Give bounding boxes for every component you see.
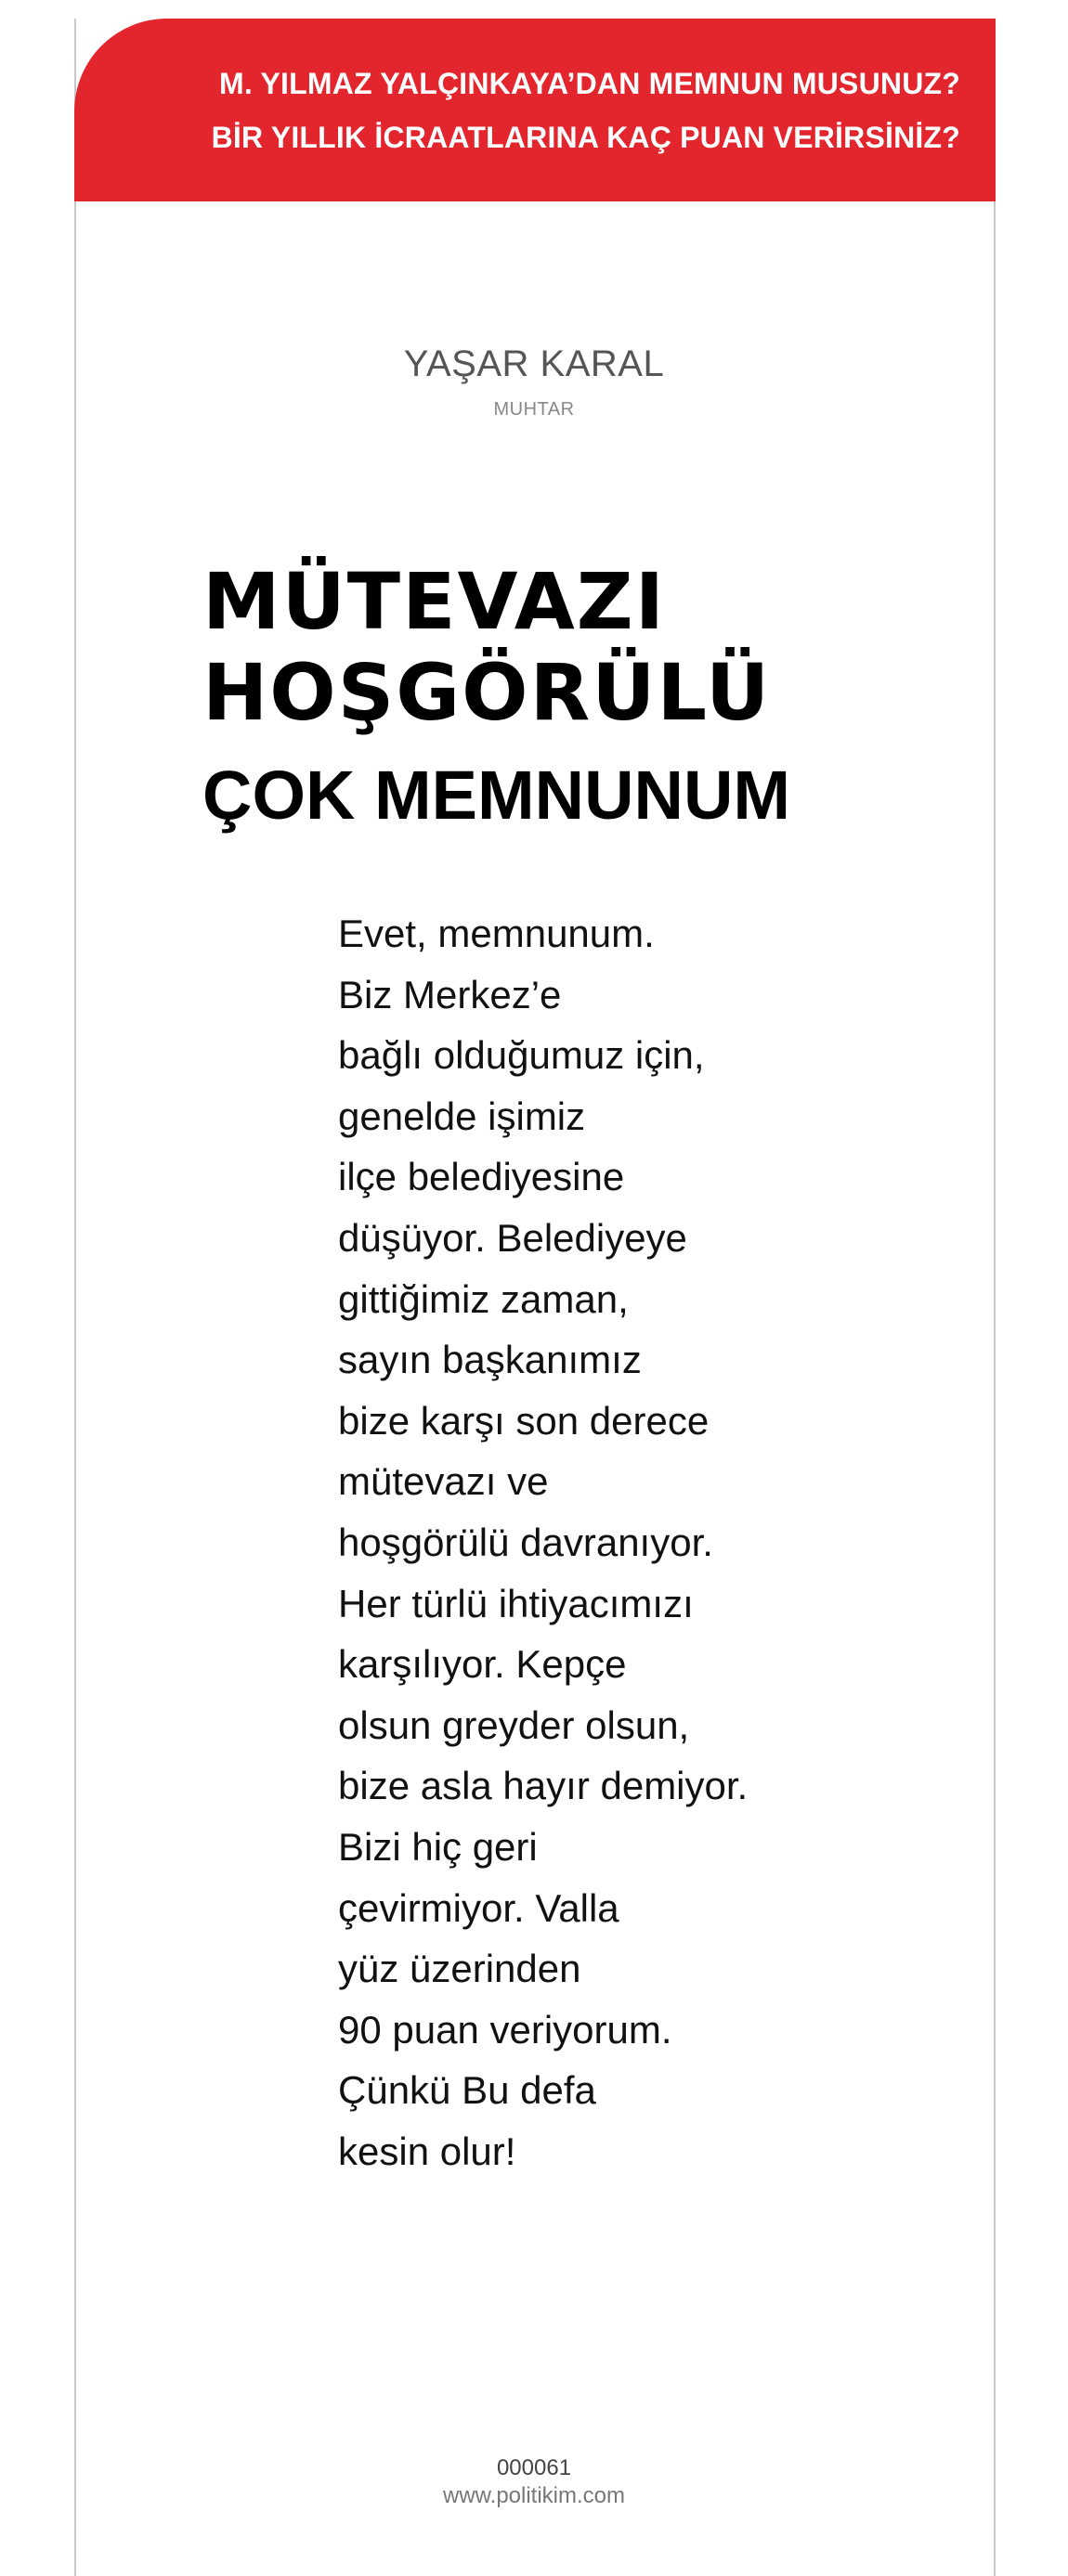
page-id: 000061 [496, 2455, 572, 2480]
body-line: bağlı olduğumuz için, [338, 1033, 705, 1078]
banner-question-1: M. YILMAZ YALÇINKAYA’DAN MEMNUN MUSUNUZ? [219, 67, 960, 100]
body-line: 90 puan veriyorum. [338, 2007, 672, 2052]
body-line: çevirmiyor. Valla [338, 1885, 619, 1930]
website-link[interactable]: www.politikim.com [442, 2483, 626, 2508]
body-line: Her türlü ihtiyacımızı [338, 1581, 694, 1625]
body-line: genelde işimiz [338, 1094, 586, 1138]
banner-question-2: BİR YILLIK İCRAATLARINA KAÇ PUAN VERİRSİNİZ? [211, 121, 960, 154]
interview-body [338, 903, 748, 2181]
body-line: yüz üzerinden [338, 1947, 581, 1991]
body-line: Çünkü Bu defa [338, 2068, 596, 2113]
body-line: gittiğimiz zaman, [338, 1276, 629, 1321]
body-line: Bizi hiç geri [338, 1824, 538, 1869]
body-line: mütevazı ve [338, 1459, 549, 1504]
headline-line-1: MÜTEVAZI [202, 556, 666, 647]
body-line: hoşgörülü davranıyor. [338, 1520, 713, 1564]
body-line: karşılıyor. Kepçe [338, 1642, 627, 1687]
body-line: olsun greyder olsun, [338, 1702, 690, 1747]
header-banner [74, 19, 996, 201]
headline-line-2: HOŞGÖRÜLÜ [202, 647, 772, 738]
body-line: ilçe belediyesine [338, 1155, 625, 1199]
person-role: MUHTAR [493, 399, 575, 420]
person-name: YAŞAR KARAL [403, 343, 665, 384]
body-line: kesin olur! [338, 2129, 516, 2173]
body-line: Evet, memnunum. [338, 912, 655, 955]
body-line: sayın başkanımız [338, 1338, 642, 1382]
headline-line-3: ÇOK MEMNUNUM [202, 757, 791, 834]
body-line: Biz Merkez’e [338, 972, 562, 1016]
body-line: bize asla hayır demiyor. [338, 1764, 749, 1808]
body-line: bize karşı son derece [338, 1398, 710, 1443]
body-line: düşüyor. Belediyeye [338, 1215, 687, 1260]
